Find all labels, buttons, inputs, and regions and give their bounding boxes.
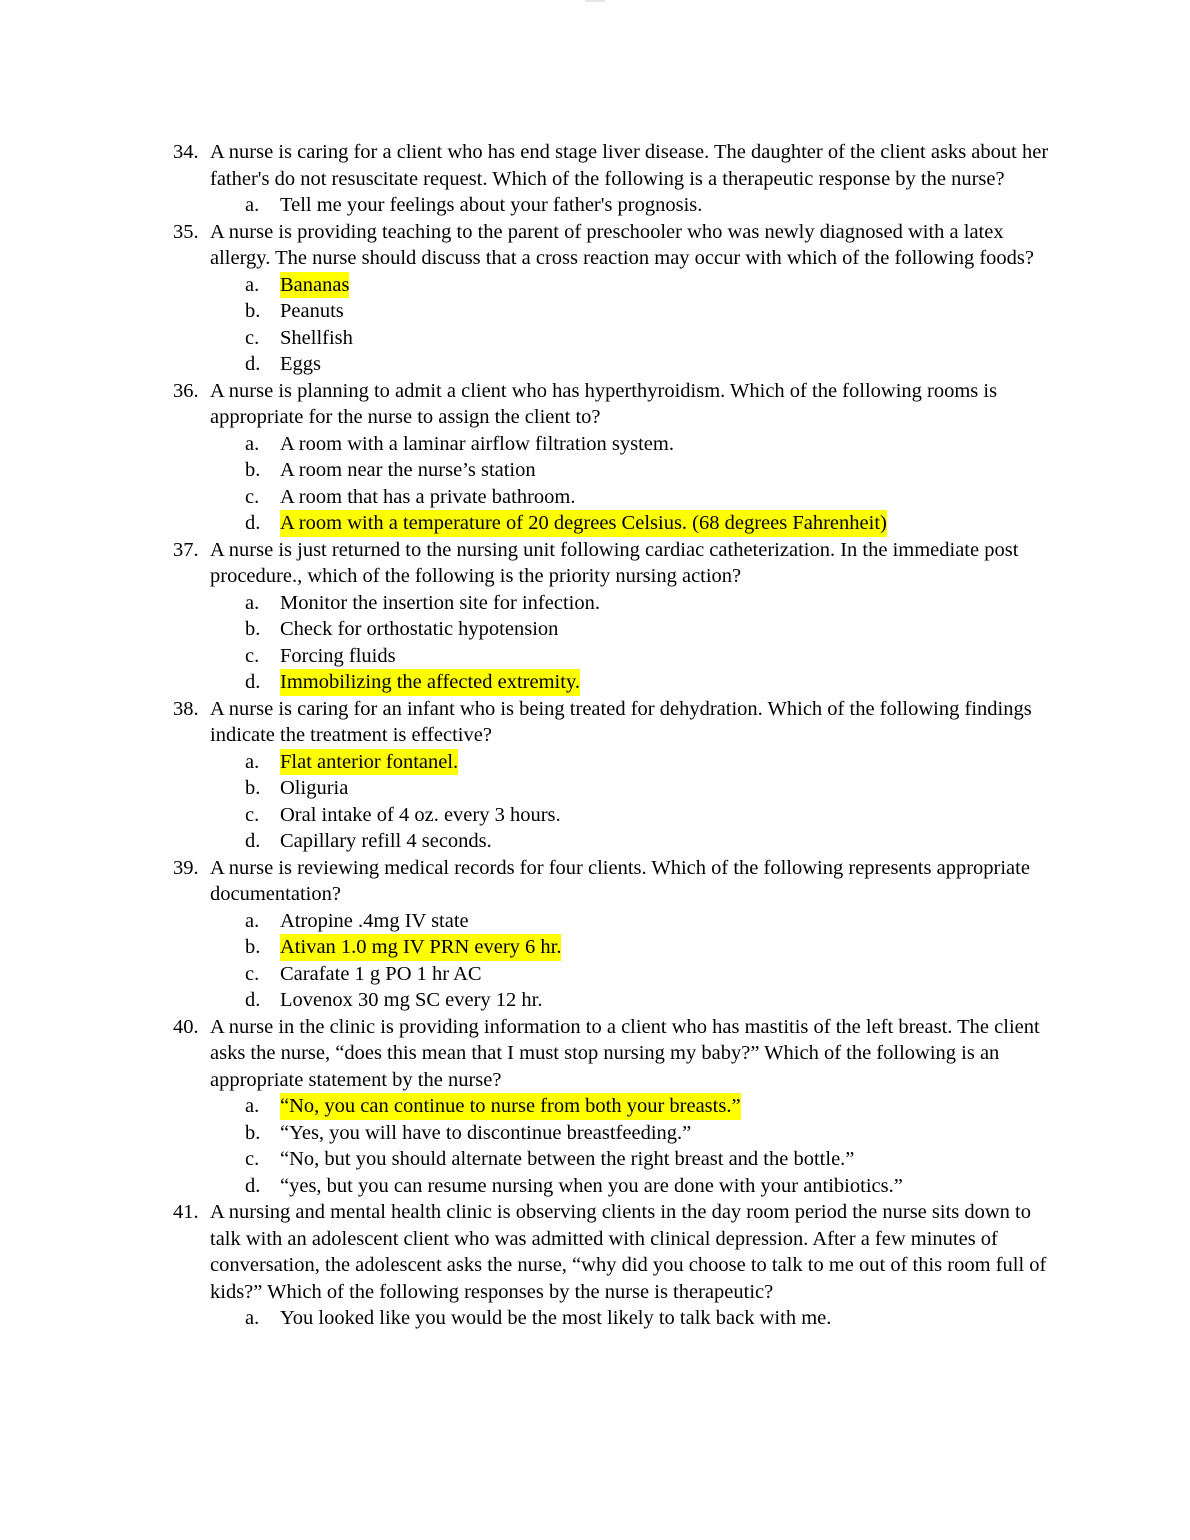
highlighted-answer-text: “No, you can continue to nurse from both your breasts.” — [280, 1093, 741, 1120]
option-letter: c. — [245, 1148, 260, 1170]
option-text: “yes, but you can resume nursing when you are done with your antibiotics.” — [280, 1174, 903, 1197]
answer-option — [0, 749, 1190, 776]
option-letter: a. — [245, 591, 260, 614]
option-text: “No, but you should alternate between the right breast and the bottle.” — [280, 1148, 855, 1170]
option-text: Monitor the insertion site for infection. — [280, 591, 600, 614]
answer-option — [0, 298, 1190, 325]
option-text: Carafate 1 g PO 1 hr AC — [280, 962, 482, 985]
answer-option — [0, 484, 1190, 511]
answer-options — [0, 272, 1190, 378]
question-text: A nursing and mental health clinic is observing clients in the day room period the nurse sits down to talk with an adolescent client who was admitted with clinical depression. After a few minutes of conversation, the adolescent asks the nurse, “why did you choose to talk to me out of this room full of kids?” Which of the following responses by the nurse is therapeutic? — [210, 1201, 1047, 1303]
option-text: Oliguria — [280, 777, 349, 799]
question-number: 39. — [173, 856, 199, 879]
option-letter: b. — [245, 777, 261, 799]
option-text: Forcing fluids — [280, 644, 396, 667]
question-number: 34. — [173, 141, 199, 163]
option-letter: a. — [245, 273, 260, 296]
option-text: A room with a laminar airflow filtration system. — [280, 432, 674, 455]
question-text: A nurse is just returned to the nursing unit following cardiac catheterization. In the immediate post procedure., which of the following is the priority nursing action? — [210, 538, 1019, 587]
highlighted-answer-text: Immobilizing the affected extremity. — [280, 669, 580, 696]
answer-option — [0, 987, 1190, 1014]
question-item — [0, 1014, 1190, 1200]
option-letter: b. — [245, 936, 261, 958]
question-item — [0, 219, 1190, 378]
question-item — [0, 139, 1190, 219]
option-letter: d. — [245, 353, 261, 375]
option-letter: d. — [245, 830, 261, 852]
answer-options — [0, 590, 1190, 696]
question-text: A nurse is reviewing medical records for four clients. Which of the following represents appropriate documentation? — [210, 856, 1030, 905]
question-number: 35. — [173, 220, 199, 243]
answer-option — [0, 351, 1190, 378]
answer-option — [0, 908, 1190, 935]
highlighted-answer-text: Bananas — [280, 272, 349, 299]
answer-option — [0, 325, 1190, 352]
option-letter: d. — [245, 1174, 261, 1197]
answer-options — [0, 431, 1190, 537]
question-item — [0, 855, 1190, 1014]
option-letter: a. — [245, 750, 260, 773]
answer-options — [0, 749, 1190, 855]
option-letter: b. — [245, 618, 261, 640]
question-item — [0, 537, 1190, 696]
option-letter: d. — [245, 671, 261, 693]
question-text: A nurse is caring for an infant who is being treated for dehydration. Which of the following findings indicate the treatment is effective? — [210, 697, 1032, 746]
option-text: Oral intake of 4 oz. every 3 hours. — [280, 803, 561, 826]
option-letter: b. — [245, 300, 261, 322]
option-letter: b. — [245, 1121, 261, 1144]
question-text: A nurse is providing teaching to the parent of preschooler who was newly diagnosed with a latex allergy. The nurse should discuss that a cross reaction may occur with which of the following foods? — [210, 220, 1034, 269]
question-number: 36. — [173, 379, 199, 402]
answer-option — [0, 272, 1190, 299]
option-letter: a. — [245, 909, 260, 932]
answer-option — [0, 934, 1190, 961]
option-text: You looked like you would be the most likely to talk back with me. — [280, 1307, 832, 1329]
answer-option — [0, 669, 1190, 696]
question-text: A nurse is planning to admit a client who has hyperthyroidism. Which of the following rooms is appropriate for the nurse to assign the client to? — [210, 379, 998, 428]
question-item — [0, 378, 1190, 537]
answer-option — [0, 828, 1190, 855]
answer-option — [0, 775, 1190, 802]
answer-option — [0, 510, 1190, 537]
question-item — [0, 696, 1190, 855]
question-item — [0, 1199, 1190, 1332]
highlighted-answer-text: Ativan 1.0 mg IV PRN every 6 hr. — [280, 934, 561, 961]
question-number: 37. — [173, 538, 199, 561]
option-letter: c. — [245, 962, 260, 985]
option-text: Atropine .4mg IV state — [280, 909, 469, 932]
answer-option — [0, 1093, 1190, 1120]
option-letter: c. — [245, 485, 260, 508]
highlighted-answer-text: A room with a temperature of 20 degrees Celsius. (68 degrees Fahrenheit) — [280, 510, 887, 537]
answer-option — [0, 1120, 1190, 1147]
answer-option — [0, 1305, 1190, 1332]
option-text: Tell me your feelings about your father's prognosis. — [280, 194, 703, 216]
option-text: A room that has a private bathroom. — [280, 485, 576, 508]
option-letter: c. — [245, 803, 260, 826]
option-letter: a. — [245, 1095, 260, 1117]
answer-options — [0, 1305, 1190, 1332]
question-number: 41. — [173, 1201, 199, 1223]
question-list — [0, 139, 1190, 1332]
answer-options — [0, 908, 1190, 1014]
option-letter: b. — [245, 459, 261, 481]
question-number: 38. — [173, 697, 199, 720]
page-top-mark — [585, 0, 605, 2]
option-letter: c. — [245, 644, 260, 667]
option-text: Eggs — [280, 353, 321, 375]
option-letter: a. — [245, 194, 260, 216]
answer-option — [0, 961, 1190, 988]
highlighted-answer-text: Flat anterior fontanel. — [280, 749, 458, 776]
option-text: Lovenox 30 mg SC every 12 hr. — [280, 989, 543, 1011]
option-text: Capillary refill 4 seconds. — [280, 830, 492, 852]
answer-options — [0, 1093, 1190, 1199]
answer-option — [0, 643, 1190, 670]
answer-option — [0, 802, 1190, 829]
answer-options — [0, 192, 1190, 219]
answer-option — [0, 616, 1190, 643]
answer-option — [0, 431, 1190, 458]
option-text: A room near the nurse’s station — [280, 459, 536, 481]
option-text: “Yes, you will have to discontinue breastfeeding.” — [280, 1121, 692, 1144]
answer-option — [0, 457, 1190, 484]
option-letter: a. — [245, 1307, 260, 1329]
answer-option — [0, 1173, 1190, 1200]
question-number: 40. — [173, 1015, 199, 1038]
option-letter: a. — [245, 432, 260, 455]
option-text: Shellfish — [280, 326, 353, 349]
option-letter: c. — [245, 326, 260, 349]
question-text: A nurse in the clinic is providing information to a client who has mastitis of the left breast. The client asks the nurse, “does this mean that I must stop nursing my baby?” Which of the following is an appropriate statement by the nurse? — [210, 1015, 1040, 1091]
answer-option — [0, 1146, 1190, 1173]
answer-option — [0, 192, 1190, 219]
answer-option — [0, 590, 1190, 617]
option-text: Check for orthostatic hypotension — [280, 618, 559, 640]
option-letter: d. — [245, 989, 261, 1011]
option-letter: d. — [245, 512, 261, 534]
option-text: Peanuts — [280, 300, 344, 322]
question-text: A nurse is caring for a client who has end stage liver disease. The daughter of the client asks about her father's do not resuscitate request. Which of the following is a therapeutic response by the nurse? — [210, 141, 1049, 190]
